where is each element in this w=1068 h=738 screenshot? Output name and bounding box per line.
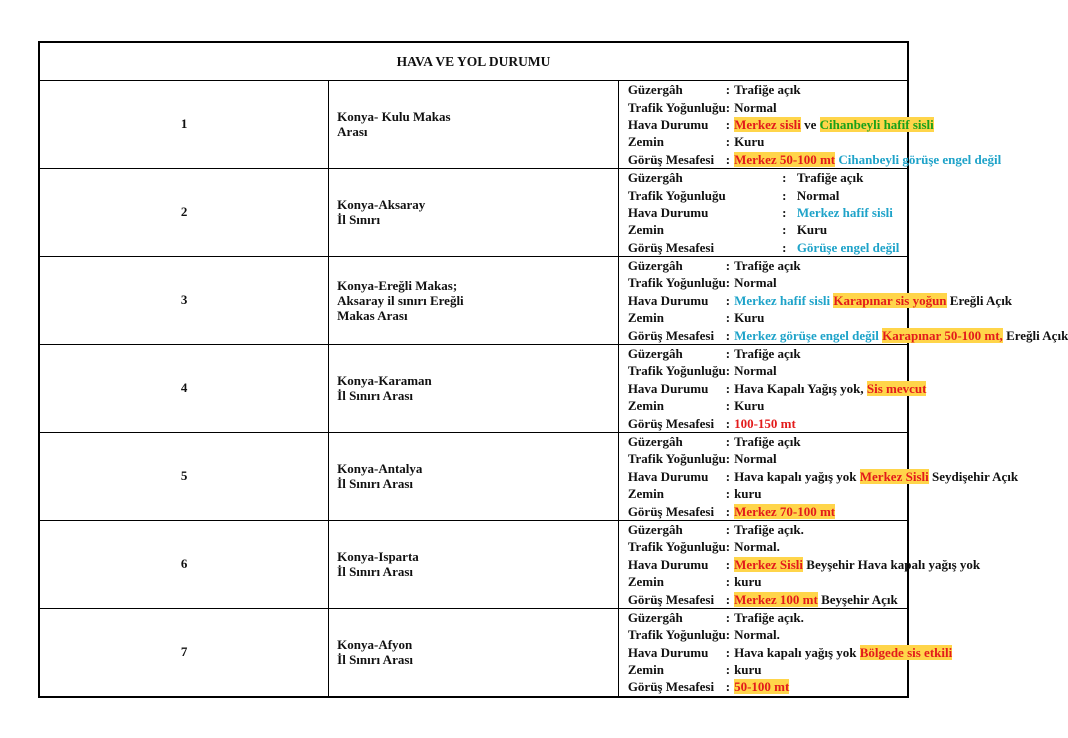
- detail-label: Görüş Mesafesi: [627, 151, 715, 167]
- weather-road-table: [38, 41, 1068, 698]
- colon-separator: :: [725, 380, 731, 396]
- colon-separator: :: [725, 99, 731, 115]
- value-segment: Normal.: [734, 627, 780, 643]
- colon-separator: :: [782, 170, 787, 186]
- detail-line: [619, 573, 980, 590]
- detail-label: Trafik Yoğunluğu: [627, 627, 726, 643]
- route-name-line: İl Sınırı: [337, 212, 381, 228]
- detail-label: Trafik Yoğunluğu: [627, 539, 726, 555]
- detail-label: Hava Durumu: [627, 380, 709, 396]
- detail-line: [619, 221, 907, 238]
- value-segment: Merkez Sisli: [734, 556, 804, 572]
- route-name: [329, 344, 619, 432]
- route-name-line: Konya-Aksaray: [337, 197, 426, 213]
- value-segment: Normal: [734, 275, 777, 291]
- colon-separator: :: [725, 292, 731, 308]
- value-segment: Kuru: [796, 222, 828, 238]
- route-name-line: İl Sınırı Arası: [337, 388, 414, 404]
- detail-value: [730, 292, 1068, 309]
- route-details: [618, 168, 908, 256]
- detail-line: [619, 661, 952, 678]
- value-segment: Merkez 100 mt: [734, 591, 818, 607]
- route-name-line: Konya-Karaman: [337, 373, 432, 389]
- value-segment: Trafiğe açık: [796, 170, 864, 186]
- detail-value: [730, 257, 1068, 274]
- value-segment: Hava kapalı yağış yok: [734, 468, 860, 484]
- colon-separator: :: [782, 222, 787, 238]
- detail-value: [730, 133, 1001, 150]
- detail-line: [619, 309, 1068, 326]
- detail-line: [619, 274, 1068, 291]
- detail-line: [619, 450, 1018, 467]
- route-name: [329, 256, 619, 344]
- detail-label: Güzergâh: [627, 82, 683, 98]
- detail-value: [730, 274, 1068, 291]
- route-name-line: Arası: [337, 124, 368, 140]
- detail-line: [619, 414, 927, 431]
- detail-line: [619, 590, 980, 607]
- value-segment: kuru: [734, 574, 762, 590]
- detail-line: [619, 81, 1001, 98]
- route-row: [39, 608, 908, 696]
- route-row: [39, 168, 908, 256]
- route-details: [618, 520, 981, 608]
- page-header-cut-text: [672, 0, 902, 6]
- detail-line: [619, 626, 952, 643]
- detail-value: [730, 362, 926, 379]
- detail-label: Zemin: [627, 310, 664, 326]
- detail-value: [730, 590, 980, 607]
- detail-value: [793, 221, 907, 238]
- colon-separator: :: [725, 363, 731, 379]
- colon-separator: :: [725, 151, 731, 167]
- colon-separator: :: [725, 662, 731, 678]
- value-segment: Normal: [734, 99, 777, 115]
- route-row: [39, 344, 908, 432]
- colon-separator: :: [725, 503, 731, 519]
- detail-label: Hava Durumu: [627, 204, 709, 220]
- value-segment: Seydişehir Açık: [928, 468, 1019, 484]
- detail-value: [793, 169, 907, 186]
- route-details: [618, 256, 1068, 344]
- detail-line: [619, 380, 927, 397]
- route-details: [618, 608, 953, 696]
- value-segment: Trafiğe açık: [734, 434, 801, 449]
- detail-line: [619, 397, 927, 414]
- row-number: 5: [39, 432, 329, 520]
- detail-value: [730, 538, 980, 555]
- colon-separator: :: [725, 679, 731, 695]
- detail-line: [619, 239, 907, 256]
- value-segment: Trafiğe açık.: [734, 521, 804, 537]
- colon-separator: :: [725, 486, 731, 502]
- route-name-line: Konya-Isparta: [337, 549, 419, 565]
- value-segment: kuru: [734, 662, 762, 678]
- colon-separator: :: [725, 258, 731, 274]
- colon-separator: :: [725, 310, 731, 326]
- colon-separator: :: [725, 451, 731, 467]
- detail-value: [793, 204, 907, 221]
- value-segment: 50-100 mt: [734, 679, 790, 695]
- detail-label: Görüş Mesafesi: [627, 503, 715, 519]
- colon-separator: :: [725, 275, 731, 291]
- detail-value: [730, 151, 1001, 168]
- value-segment: Bölgede sis etkili: [859, 644, 953, 660]
- detail-line: [619, 609, 952, 626]
- colon-separator: :: [725, 627, 731, 643]
- value-segment: Kuru: [734, 310, 765, 326]
- table-title: HAVA VE YOL DURUMU: [39, 42, 908, 81]
- colon-separator: :: [725, 574, 731, 590]
- colon-separator: :: [725, 556, 731, 572]
- route-name-line: Konya- Kulu Makas: [337, 109, 451, 125]
- detail-label: Görüş Mesafesi: [627, 415, 715, 431]
- value-segment: Sis mevcut: [866, 380, 927, 396]
- value-segment: Trafiğe açık.: [734, 609, 804, 625]
- value-segment: Görüşe engel değil: [796, 239, 900, 255]
- detail-line: [619, 433, 1018, 450]
- route-name: [329, 81, 619, 169]
- detail-value: [730, 397, 926, 414]
- value-segment: Merkez hafif sisli: [734, 292, 834, 308]
- row-number: 7: [39, 608, 329, 696]
- colon-separator: :: [782, 187, 787, 203]
- detail-value: [730, 556, 980, 573]
- detail-label: Güzergâh: [627, 346, 683, 362]
- detail-value: [730, 98, 1001, 115]
- route-name: [329, 432, 619, 520]
- colon-separator: :: [725, 609, 731, 625]
- table-title-row: [39, 42, 908, 81]
- detail-line: [619, 326, 1068, 343]
- detail-line: [619, 521, 980, 538]
- detail-value: [730, 326, 1068, 343]
- detail-label: Hava Durumu: [627, 116, 709, 132]
- value-segment: Merkez görüşe engel değil: [734, 327, 883, 343]
- detail-label: Hava Durumu: [627, 468, 709, 484]
- value-segment: Trafiğe açık: [734, 346, 801, 362]
- value-segment: 100-150 mt: [734, 415, 796, 431]
- detail-label: Trafik Yoğunluğu: [627, 275, 726, 291]
- route-details: [618, 81, 1002, 169]
- value-segment: Merkez hafif sisli: [796, 204, 893, 220]
- colon-separator: :: [725, 434, 731, 449]
- detail-label: Güzergâh: [627, 434, 683, 449]
- value-segment: Ereğli Açık: [1002, 327, 1068, 343]
- detail-line: [619, 257, 1068, 274]
- detail-label: Güzergâh: [627, 609, 683, 625]
- value-segment: Merkez sisli: [734, 116, 801, 132]
- colon-separator: :: [725, 134, 731, 150]
- route-name: [329, 520, 619, 608]
- detail-line: [619, 204, 907, 221]
- detail-value: [730, 450, 1018, 467]
- detail-label: Güzergâh: [627, 521, 683, 537]
- detail-label: Hava Durumu: [627, 556, 709, 572]
- value-segment: Normal: [734, 363, 777, 379]
- route-name: [329, 608, 619, 696]
- value-segment: Merkez Sisli: [859, 468, 929, 484]
- detail-label: Trafik Yoğunluğu: [627, 99, 726, 115]
- detail-value: [730, 468, 1018, 485]
- detail-label: Görüş Mesafesi: [627, 591, 715, 607]
- colon-separator: :: [725, 539, 731, 555]
- detail-line: [619, 468, 1018, 485]
- route-details: [618, 432, 1019, 520]
- detail-value: [730, 380, 926, 397]
- route-name-line: Konya-Antalya: [337, 461, 423, 477]
- detail-value: [730, 309, 1068, 326]
- row-number: 6: [39, 520, 329, 608]
- detail-line: [619, 116, 1001, 133]
- detail-line: [619, 502, 1018, 519]
- colon-separator: :: [725, 591, 731, 607]
- detail-value: [730, 521, 980, 538]
- route-name-line: İl Sınırı Arası: [337, 564, 414, 580]
- value-segment: Normal.: [734, 539, 780, 555]
- detail-value: [730, 345, 926, 362]
- route-name-line: Konya-Afyon: [337, 637, 413, 653]
- route-row: [39, 81, 908, 169]
- row-number: 2: [39, 168, 329, 256]
- value-segment: Normal: [734, 451, 777, 467]
- row-number: 3: [39, 256, 329, 344]
- detail-value: [730, 485, 1018, 502]
- detail-line: [619, 151, 1001, 168]
- value-segment: Karapınar sis yoğun: [833, 292, 947, 308]
- row-number: 1: [39, 81, 329, 169]
- detail-label: Görüş Mesafesi: [627, 327, 715, 343]
- detail-label: Zemin: [627, 574, 664, 590]
- route-name-line: Konya-Ereğli Makas;: [337, 277, 458, 293]
- value-segment: Hava kapalı yağış yok: [734, 644, 860, 660]
- route-name-line: Aksaray il sınırı Ereğli: [337, 292, 464, 308]
- detail-line: [619, 292, 1068, 309]
- detail-line: [619, 538, 980, 555]
- value-segment: ve: [800, 116, 820, 132]
- detail-label: Zemin: [627, 398, 664, 414]
- detail-line: [619, 678, 952, 695]
- detail-line: [619, 186, 907, 203]
- detail-label: Trafik Yoğunluğu: [627, 363, 726, 379]
- route-row: [39, 432, 908, 520]
- route-row: [39, 520, 908, 608]
- detail-label: Görüş Mesafesi: [627, 239, 715, 255]
- colon-separator: :: [725, 468, 731, 484]
- value-segment: kuru: [734, 486, 762, 502]
- colon-separator: :: [725, 116, 731, 132]
- value-segment: Trafiğe açık: [734, 258, 801, 274]
- detail-label: Trafik Yoğunluğu: [627, 451, 726, 467]
- detail-line: [619, 362, 927, 379]
- detail-label: Güzergâh: [627, 258, 683, 274]
- detail-value: [793, 186, 907, 203]
- detail-value: [730, 81, 1001, 98]
- detail-line: [619, 98, 1001, 115]
- route-name: [329, 168, 619, 256]
- route-details: [618, 344, 927, 432]
- colon-separator: :: [725, 644, 731, 660]
- detail-label: Zemin: [627, 486, 664, 502]
- detail-line: [619, 345, 927, 362]
- value-segment: Merkez 50-100 mt: [734, 151, 836, 167]
- detail-label: Güzergâh: [627, 170, 683, 186]
- detail-value: [730, 414, 926, 431]
- detail-value: [730, 626, 952, 643]
- value-segment: Ereğli Açık: [946, 292, 1013, 308]
- detail-label: Görüş Mesafesi: [627, 679, 715, 695]
- detail-line: [619, 485, 1018, 502]
- value-segment: Trafiğe açık: [734, 82, 801, 98]
- value-segment: Kuru: [734, 134, 765, 150]
- detail-label: Hava Durumu: [627, 644, 709, 660]
- value-segment: Kuru: [734, 398, 765, 414]
- detail-label: Zemin: [627, 662, 664, 678]
- detail-label: Hava Durumu: [627, 292, 709, 308]
- detail-value: [793, 239, 907, 256]
- colon-separator: :: [782, 239, 787, 255]
- route-name-line: İl Sınırı Arası: [337, 652, 414, 668]
- row-number: 4: [39, 344, 329, 432]
- detail-value: [730, 644, 952, 661]
- colon-separator: :: [725, 415, 731, 431]
- detail-line: [619, 556, 980, 573]
- detail-label: Trafik Yoğunluğu: [627, 187, 726, 203]
- value-segment: Cihanbeyli hafif sisli: [819, 116, 934, 132]
- detail-label: Zemin: [627, 222, 664, 238]
- colon-separator: :: [725, 346, 731, 362]
- detail-line: [619, 169, 907, 186]
- route-name-line: Makas Arası: [337, 307, 408, 323]
- colon-separator: :: [725, 521, 731, 537]
- colon-separator: :: [782, 204, 787, 220]
- colon-separator: :: [725, 398, 731, 414]
- colon-separator: :: [725, 327, 731, 343]
- detail-value: [730, 573, 980, 590]
- value-segment: Beyşehir Açık: [817, 591, 898, 607]
- detail-value: [730, 502, 1018, 519]
- value-segment: Merkez 70-100 mt: [734, 503, 836, 519]
- value-segment: Karapınar 50-100 mt,: [882, 327, 1003, 343]
- colon-separator: :: [725, 82, 731, 98]
- route-name-line: İl Sınırı Arası: [337, 476, 414, 492]
- route-row: [39, 256, 908, 344]
- detail-value: [730, 609, 952, 626]
- value-segment: Cihanbeyli görüşe engel değil: [835, 151, 1002, 167]
- detail-value: [730, 678, 952, 695]
- detail-value: [730, 661, 952, 678]
- value-segment: Beyşehir Hava kapalı yağış yok: [803, 556, 981, 572]
- value-segment: Hava Kapalı Yağış yok,: [734, 380, 867, 396]
- value-segment: Normal: [796, 187, 840, 203]
- detail-value: [730, 116, 1001, 133]
- detail-line: [619, 133, 1001, 150]
- detail-value: [730, 433, 1018, 450]
- detail-label: Zemin: [627, 134, 664, 150]
- detail-line: [619, 644, 952, 661]
